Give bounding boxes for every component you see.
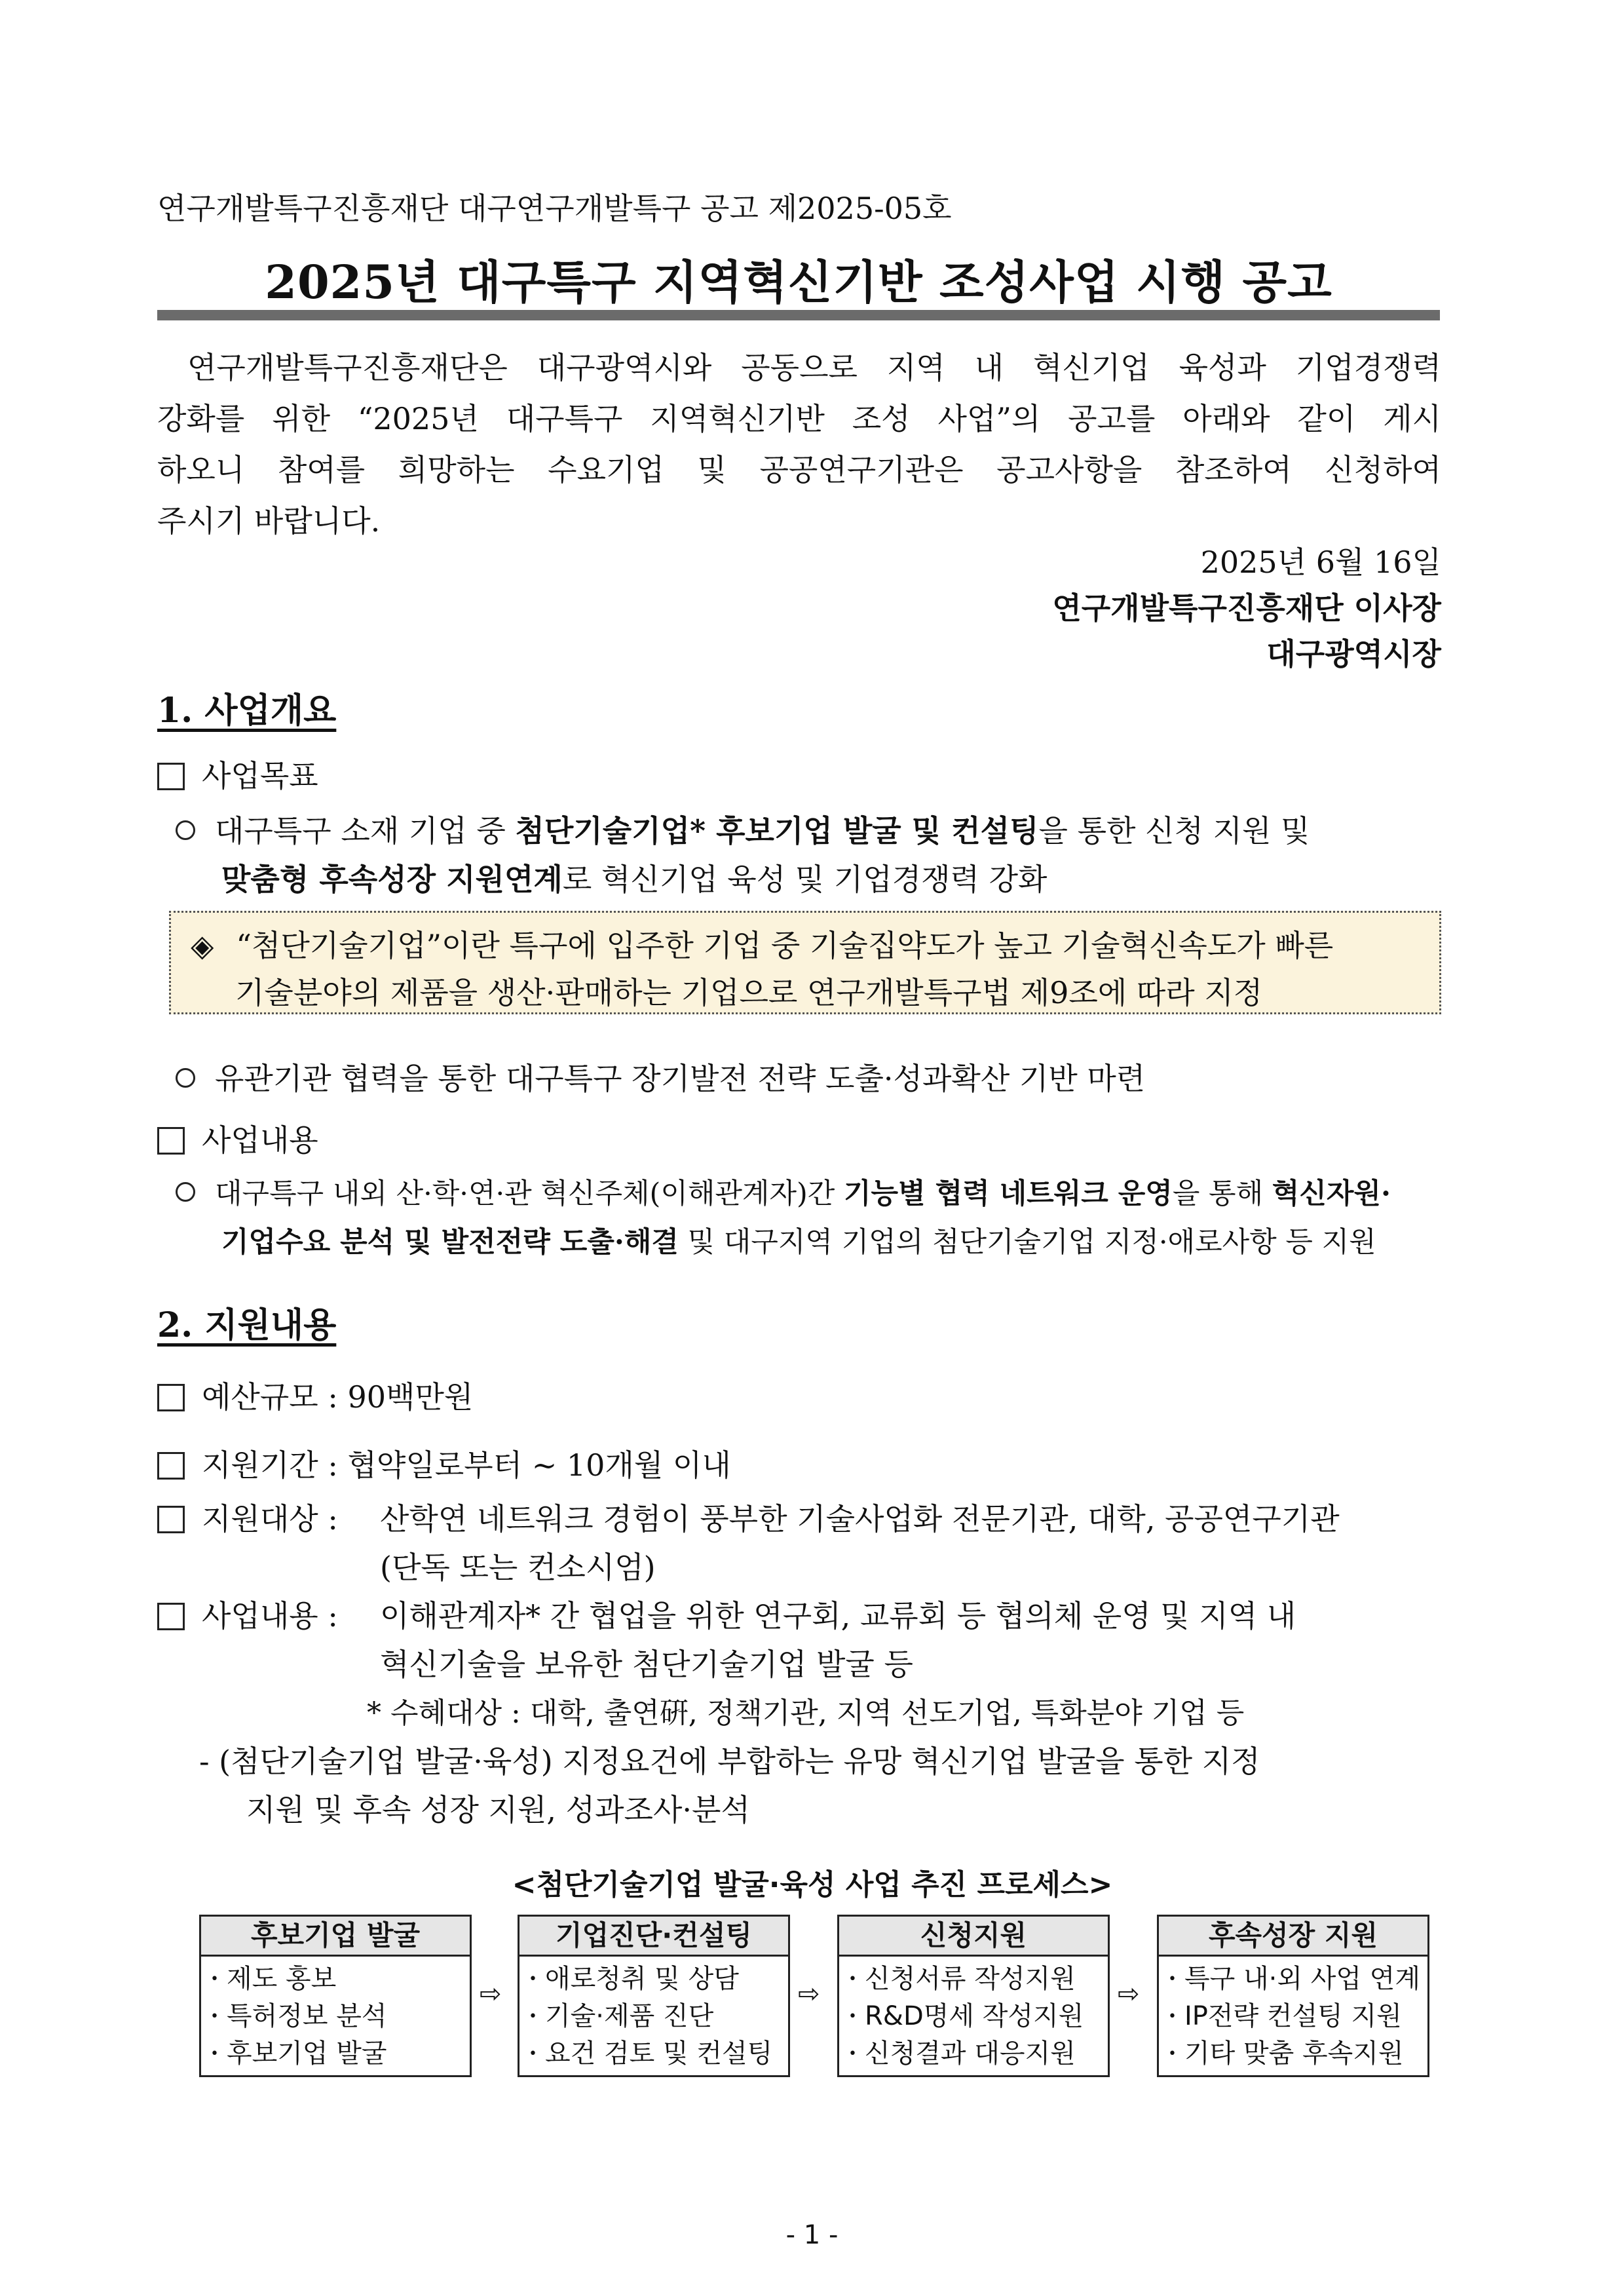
intro-line-2: 강화를 위한 “2025년 대구특구 지역혁신기반 조성 사업”의 공고를 아래와 같이 게시: [157, 401, 1441, 436]
checkbox-square-icon: [157, 1127, 185, 1155]
goal1-text: 대구특구 소재 기업 중: [215, 813, 516, 849]
signatory-city: 대구광역시장: [1266, 636, 1441, 672]
bullet-dot-icon: •: [210, 1971, 219, 1987]
circle-bullet-icon: [176, 1182, 195, 1202]
target-item: [157, 1495, 338, 1539]
goal-item: [157, 752, 318, 795]
dash-line-2: 지원 및 후속 성장 지원, 성과조사·분석: [246, 1792, 750, 1827]
goal1-text-cont: 을 통한 신청 지원 및: [1038, 813, 1310, 849]
goal-bullet-2: [176, 1055, 1145, 1098]
period-item: [157, 1442, 731, 1485]
process-step-item: • R&D명세 작성지원: [848, 2001, 1084, 2031]
note-line-1: [191, 922, 1333, 965]
content1-text-end: 및 대구지역 기업의 첨단기술기업 지정·애로사항 등 지원: [678, 1226, 1376, 1259]
dash-line-1: - (첨단기술기업 발굴·육성) 지정요건에 부합하는 유망 혁신기업 발굴을 통한 지정: [199, 1744, 1260, 1779]
bullet-dot-icon: •: [1168, 1971, 1177, 1987]
target-line-2: (단독 또는 컨소시엄): [380, 1550, 656, 1585]
bullet-dot-icon: •: [210, 2046, 219, 2062]
circle-bullet-icon: [176, 820, 195, 840]
process-step-item: • 후보기업 발굴: [210, 2038, 387, 2069]
process-step-item: • 기술·제품 진단: [529, 2001, 714, 2031]
bullet-dot-icon: •: [848, 2046, 857, 2062]
process-step-item: • 신청결과 대응지원: [848, 2038, 1076, 2069]
intro-line-1: 연구개발특구진흥재단은 대구광역시와 공동으로 지역 내 혁신기업 육성과 기업경쟁력: [187, 350, 1441, 385]
bullet-dot-icon: •: [529, 2046, 537, 2062]
content-item: [157, 1117, 318, 1160]
checkbox-square-icon: [157, 763, 185, 790]
target-line-1: 산학연 네트워크 경험이 풍부한 기술사업화 전문기관, 대학, 공공연구기관: [380, 1501, 1340, 1537]
bullet-dot-icon: •: [1168, 2046, 1177, 2062]
process-step-item: • 신청서류 작성지원: [848, 1964, 1076, 1994]
process-step-item: • 특구 내·외 사업 연계: [1168, 1964, 1420, 1994]
content1-emphasis: 기능별 협력 네트워크 운영: [844, 1177, 1173, 1210]
goal-label: 사업목표: [202, 758, 318, 794]
bullet-dot-icon: •: [529, 2008, 537, 2025]
process-step-title: 신청지원: [839, 1917, 1108, 1957]
goal2-text: 유관기관 협력을 통한 대구특구 장기발전 전략 도출·성과확산 기반 마련: [215, 1061, 1146, 1096]
beneficiary-note: * 수혜대상 : 대학, 출연硏, 정책기관, 지역 선도기업, 특화분야 기업 등: [367, 1696, 1245, 1730]
support-content-line-2: 혁신기술을 보유한 첨단기술기업 발굴 등: [380, 1647, 913, 1682]
process-step-item: • 기타 맞춤 후속지원: [1168, 2038, 1404, 2069]
signatory-foundation: 연구개발특구진흥재단 이사장: [1052, 590, 1441, 626]
process-step-item: • 제도 홍보: [210, 1964, 337, 1994]
goal-bullet-1-cont: [221, 856, 1047, 899]
checkbox-square-icon: [157, 1452, 185, 1480]
note-line-2: 기술분야의 제품을 생산·판매하는 기업으로 연구개발특구법 제9조에 따라 지정: [235, 975, 1263, 1010]
bullet-dot-icon: •: [210, 2008, 219, 2025]
process-step-item: • 특허정보 분석: [210, 2001, 387, 2031]
checkbox-square-icon: [157, 1384, 185, 1411]
checkbox-square-icon: [157, 1603, 185, 1630]
content1-emphasis-2: 혁신자원·: [1272, 1177, 1391, 1210]
support-content-line-1: 이해관계자* 간 협업을 위한 연구회, 교류회 등 협의체 운영 및 지역 내: [380, 1598, 1296, 1634]
arrow-right-icon: ⇨: [480, 1979, 502, 2009]
section-heading-support: 2. 지원내용: [157, 1305, 337, 1345]
budget-text: 예산규모 : 90백만원: [202, 1379, 474, 1415]
support-content-label: 사업내용 :: [202, 1598, 338, 1634]
process-step-2: [518, 1915, 790, 2077]
announcement-date: 2025년 6월 16일: [1200, 545, 1441, 580]
note-text-1: “첨단기술기업”이란 특구에 입주한 기업 중 기술집약도가 높고 기술혁신속도가 빠른: [236, 928, 1334, 963]
checkbox-square-icon: [157, 1506, 185, 1533]
arrow-right-icon: ⇨: [1118, 1979, 1140, 2009]
goal1-emphasis-2: 맞춤형 후속성장 지원연계: [221, 862, 563, 897]
page-title: 2025년 대구특구 지역혁신기반 조성사업 시행 공고: [265, 255, 1332, 309]
process-step-3: [837, 1915, 1110, 2077]
process-step-title: 기업진단·컨설팅: [519, 1917, 788, 1957]
goal1-emphasis: 첨단기술기업* 후보기업 발굴 및 컨설팅: [515, 813, 1039, 849]
title-divider: [157, 310, 1440, 320]
budget-item: [157, 1373, 473, 1417]
process-step-item: • 요건 검토 및 컨설팅: [529, 2038, 773, 2069]
process-step-item: • 애로청취 및 상담: [529, 1964, 739, 1994]
goal1-text-end: 로 혁신기업 육성 및 기업경쟁력 강화: [562, 862, 1048, 897]
content1-text-mid: 을 통해: [1172, 1177, 1272, 1210]
goal-bullet-1: [176, 807, 1441, 851]
diamond-icon: ◈: [191, 928, 214, 963]
circle-bullet-icon: [176, 1068, 195, 1088]
period-text: 지원기간 : 협약일로부터 ~ 10개월 이내: [202, 1447, 731, 1483]
arrow-right-icon: ⇨: [798, 1979, 820, 2009]
process-step-title: 후보기업 발굴: [201, 1917, 470, 1957]
content1-text: 대구특구 내외 산·학·연·관 혁신주체(이해관계자)간: [215, 1177, 844, 1210]
support-content-item: [157, 1592, 338, 1636]
content-bullet-1: [176, 1172, 1391, 1212]
section-heading-overview: 1. 사업개요: [157, 691, 337, 731]
process-title: <첨단기술기업 발굴·육성 사업 추진 프로세스>: [512, 1868, 1113, 1902]
content-label: 사업내용: [202, 1122, 318, 1158]
bullet-dot-icon: •: [529, 1971, 537, 1987]
page-number: - 1 -: [785, 2220, 839, 2250]
definition-note-box: [169, 911, 1441, 1014]
content1-emphasis-3: 기업수요 분석 및 발전전략 도출·해결: [221, 1226, 679, 1259]
target-label: 지원대상 :: [202, 1501, 338, 1537]
bullet-dot-icon: •: [1168, 2008, 1177, 2025]
process-step-title: 후속성장 지원: [1159, 1917, 1427, 1957]
bullet-dot-icon: •: [848, 2008, 857, 2025]
notice-number: 연구개발특구진흥재단 대구연구개발특구 공고 제2025-05호: [157, 191, 952, 226]
process-step-item: • IP전략 컨설팅 지원: [1168, 2001, 1402, 2031]
content-bullet-1-cont: [221, 1220, 1376, 1260]
intro-line-4: 주시기 바랍니다.: [157, 503, 381, 539]
process-step-4: [1157, 1915, 1429, 2077]
process-step-1: [199, 1915, 472, 2077]
bullet-dot-icon: •: [848, 1971, 857, 1987]
intro-line-3: 하오니 참여를 희망하는 수요기업 및 공공연구기관은 공고사항을 참조하여 신청하여: [157, 452, 1441, 488]
